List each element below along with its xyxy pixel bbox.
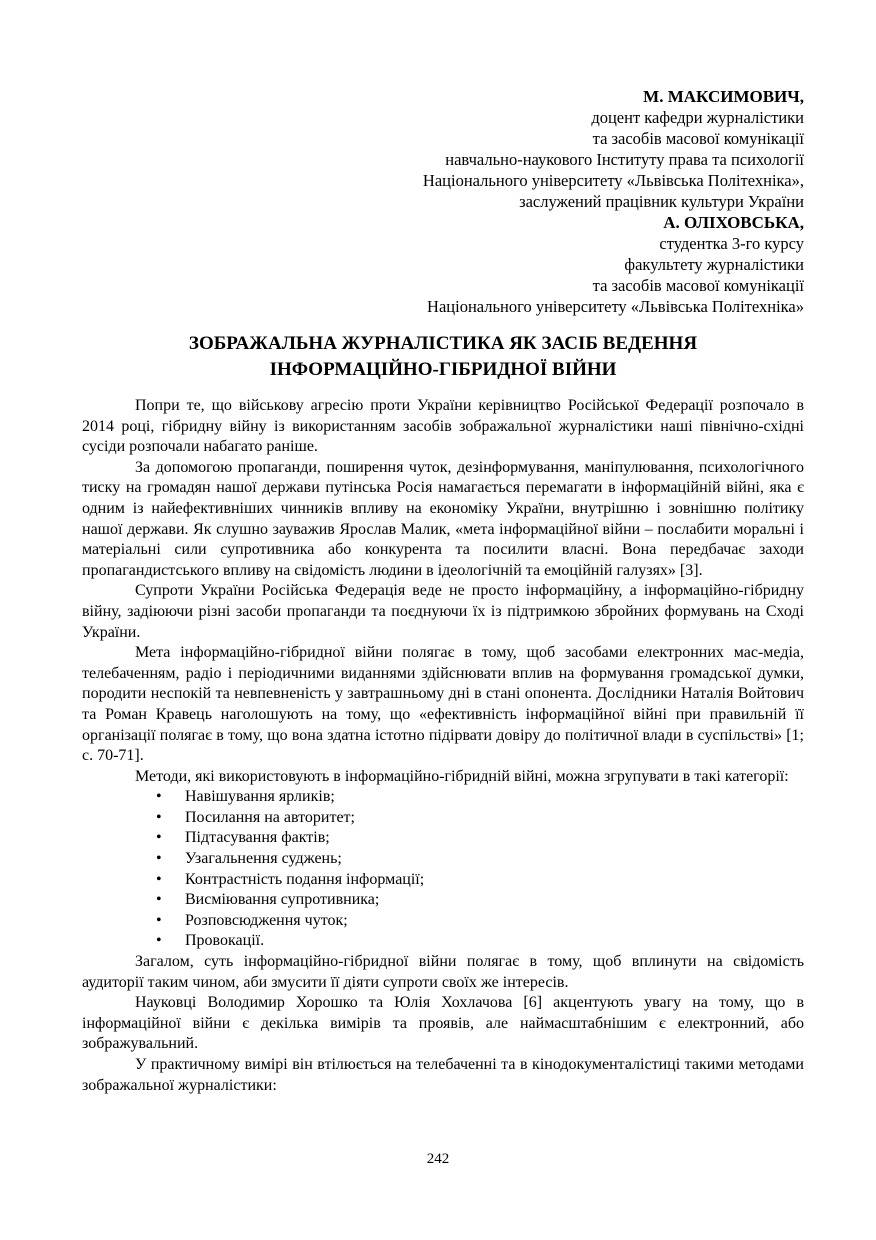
bullet-icon: • [156,829,162,847]
bullet-icon: • [156,870,162,888]
list-item-text: Розповсюдження чуток; [185,911,348,929]
methods-list [82,787,804,952]
bullet-icon: • [156,891,162,909]
bullet-icon: • [156,850,162,868]
bulleted-list-item [82,870,804,891]
paragraph: У практичному вимірі він втілюється на телебаченні та в кінодокументалістиці такими методами зображальної журналістики: [82,1056,804,1094]
bullet-icon: • [156,808,162,826]
author-affiliation-line: доцент кафедри журналістики [591,108,804,127]
bulleted-list-item [82,808,804,829]
list-item-text: Контрастність подання інформації; [185,870,425,888]
paragraph: За допомогою пропаганди, поширення чуток, дезінформування, маніпулювання, психологічного тиску на громадян нашої держави путінська Росія намагається перемагати в інформаційній війні, яка є одним із найефективніших чинників впливу на економіку України, внутрішню і зовнішню політику нашої держави. Як слушно зауважив Ярослав Малик, «мета інформаційної війни – послабити моральні і матеріальні сили супротивника або конкурента та посилити власні. Вона передбачає заходи пропагандистського впливу на свідомість людини в ідеологічній та емоційній галузях» [3]. [82,458,804,579]
bullet-icon: • [156,932,162,950]
article-title-line: ІНФОРМАЦІЙНО-ГІБРИДНОЇ ВІЙНИ [269,359,617,380]
page-content [82,86,804,1096]
author-name: М. МАКСИМОВИЧ, [643,87,804,106]
author-affiliation-line: Національного університету «Львівська Політехніка» [427,297,804,316]
article-title [82,331,804,383]
author-affiliation-line: заслужений працівник культури України [519,192,804,211]
page-number: 242 [426,1151,450,1167]
bullet-icon: • [156,911,162,929]
list-item-text: Навішування ярликів; [185,788,335,806]
author-affiliation-line: Національного університету «Львівська Політехніка», [422,171,804,190]
list-item-text: Узагальнення суджень; [185,850,342,868]
bulleted-list-item [82,890,804,911]
list-item-text: Висміювання супротивника; [185,891,380,909]
list-item-text: Провокації. [185,932,265,950]
list-item-text: Підтасування фактів; [185,829,330,847]
bulleted-list-item [82,911,804,932]
author-affiliation-line: факультету журналістики [624,255,804,274]
bullet-icon: • [156,788,162,806]
bulleted-list-item [82,849,804,870]
paragraph: Попри те, що військову агресію проти України керівництво Російської Федерації розпочало в 2014 році, гібридну війну із використанням засобів зображальної журналістики наші північно-східні сусіди розпочали набагато раніше. [82,397,804,456]
article-title-line: ЗОБРАЖАЛЬНА ЖУРНАЛІСТИКА ЯК ЗАСІБ ВЕДЕННЯ [188,333,698,354]
paragraph: Методи, які використовують в інформаційно-гібридній війні, можна згрупувати в такі категорії: [135,767,789,785]
paragraph: Супроти України Російська Федерація веде не просто інформаційну, а інформаційно-гібридну війну, задіюючи різні засоби пропаганди та поєднуючи їх із підтримкою збройних формувань на Сході України. [82,582,804,641]
paragraph: Науковці Володимир Хорошко та Юлія Хохлачова [6] акцентують увагу на тому, що в інформаційної війни є декілька вимірів та проявів, але наймасштабнішим є електронний, або зображувальний. [82,994,804,1053]
author-block [82,86,804,317]
list-item-text: Посилання на авторитет; [185,808,355,826]
author-affiliation-line: та засобів масової комунікації [592,129,804,148]
bulleted-list-item [82,787,804,808]
paragraph: Мета інформаційно-гібридної війни полягає в тому, щоб засобами електронних мас-медіа, телебаченням, радіо і періодичними виданнями здійснювати вплив на формування громадської думки, породити неспокій та невпевненість у завтрашньому дні в стані опонента. Дослідники Наталія Войтович та Роман Кравець наголошують на тому, що «ефективність інформаційної війні при правильній її організації полягає в тому, що вона здатна істотно підірвати довіру до політичної влади в суспільстві» [1; с. 70-71]. [82,644,804,765]
bulleted-list-item [82,931,804,952]
author-affiliation-line: студентка 3-го курсу [659,234,804,253]
bulleted-list-item [82,828,804,849]
author-name: А. ОЛІХОВСЬКА, [663,213,804,232]
author-affiliation-line: навчально-наукового Інституту права та психології [445,150,804,169]
paragraph: Загалом, суть інформаційно-гібридної війни полягає в тому, щоб вплинути на свідомість аудиторії таким чином, аби змусити її діяти супроти своїх же інтересів. [82,953,804,991]
author-affiliation-line: та засобів масової комунікації [592,276,804,295]
